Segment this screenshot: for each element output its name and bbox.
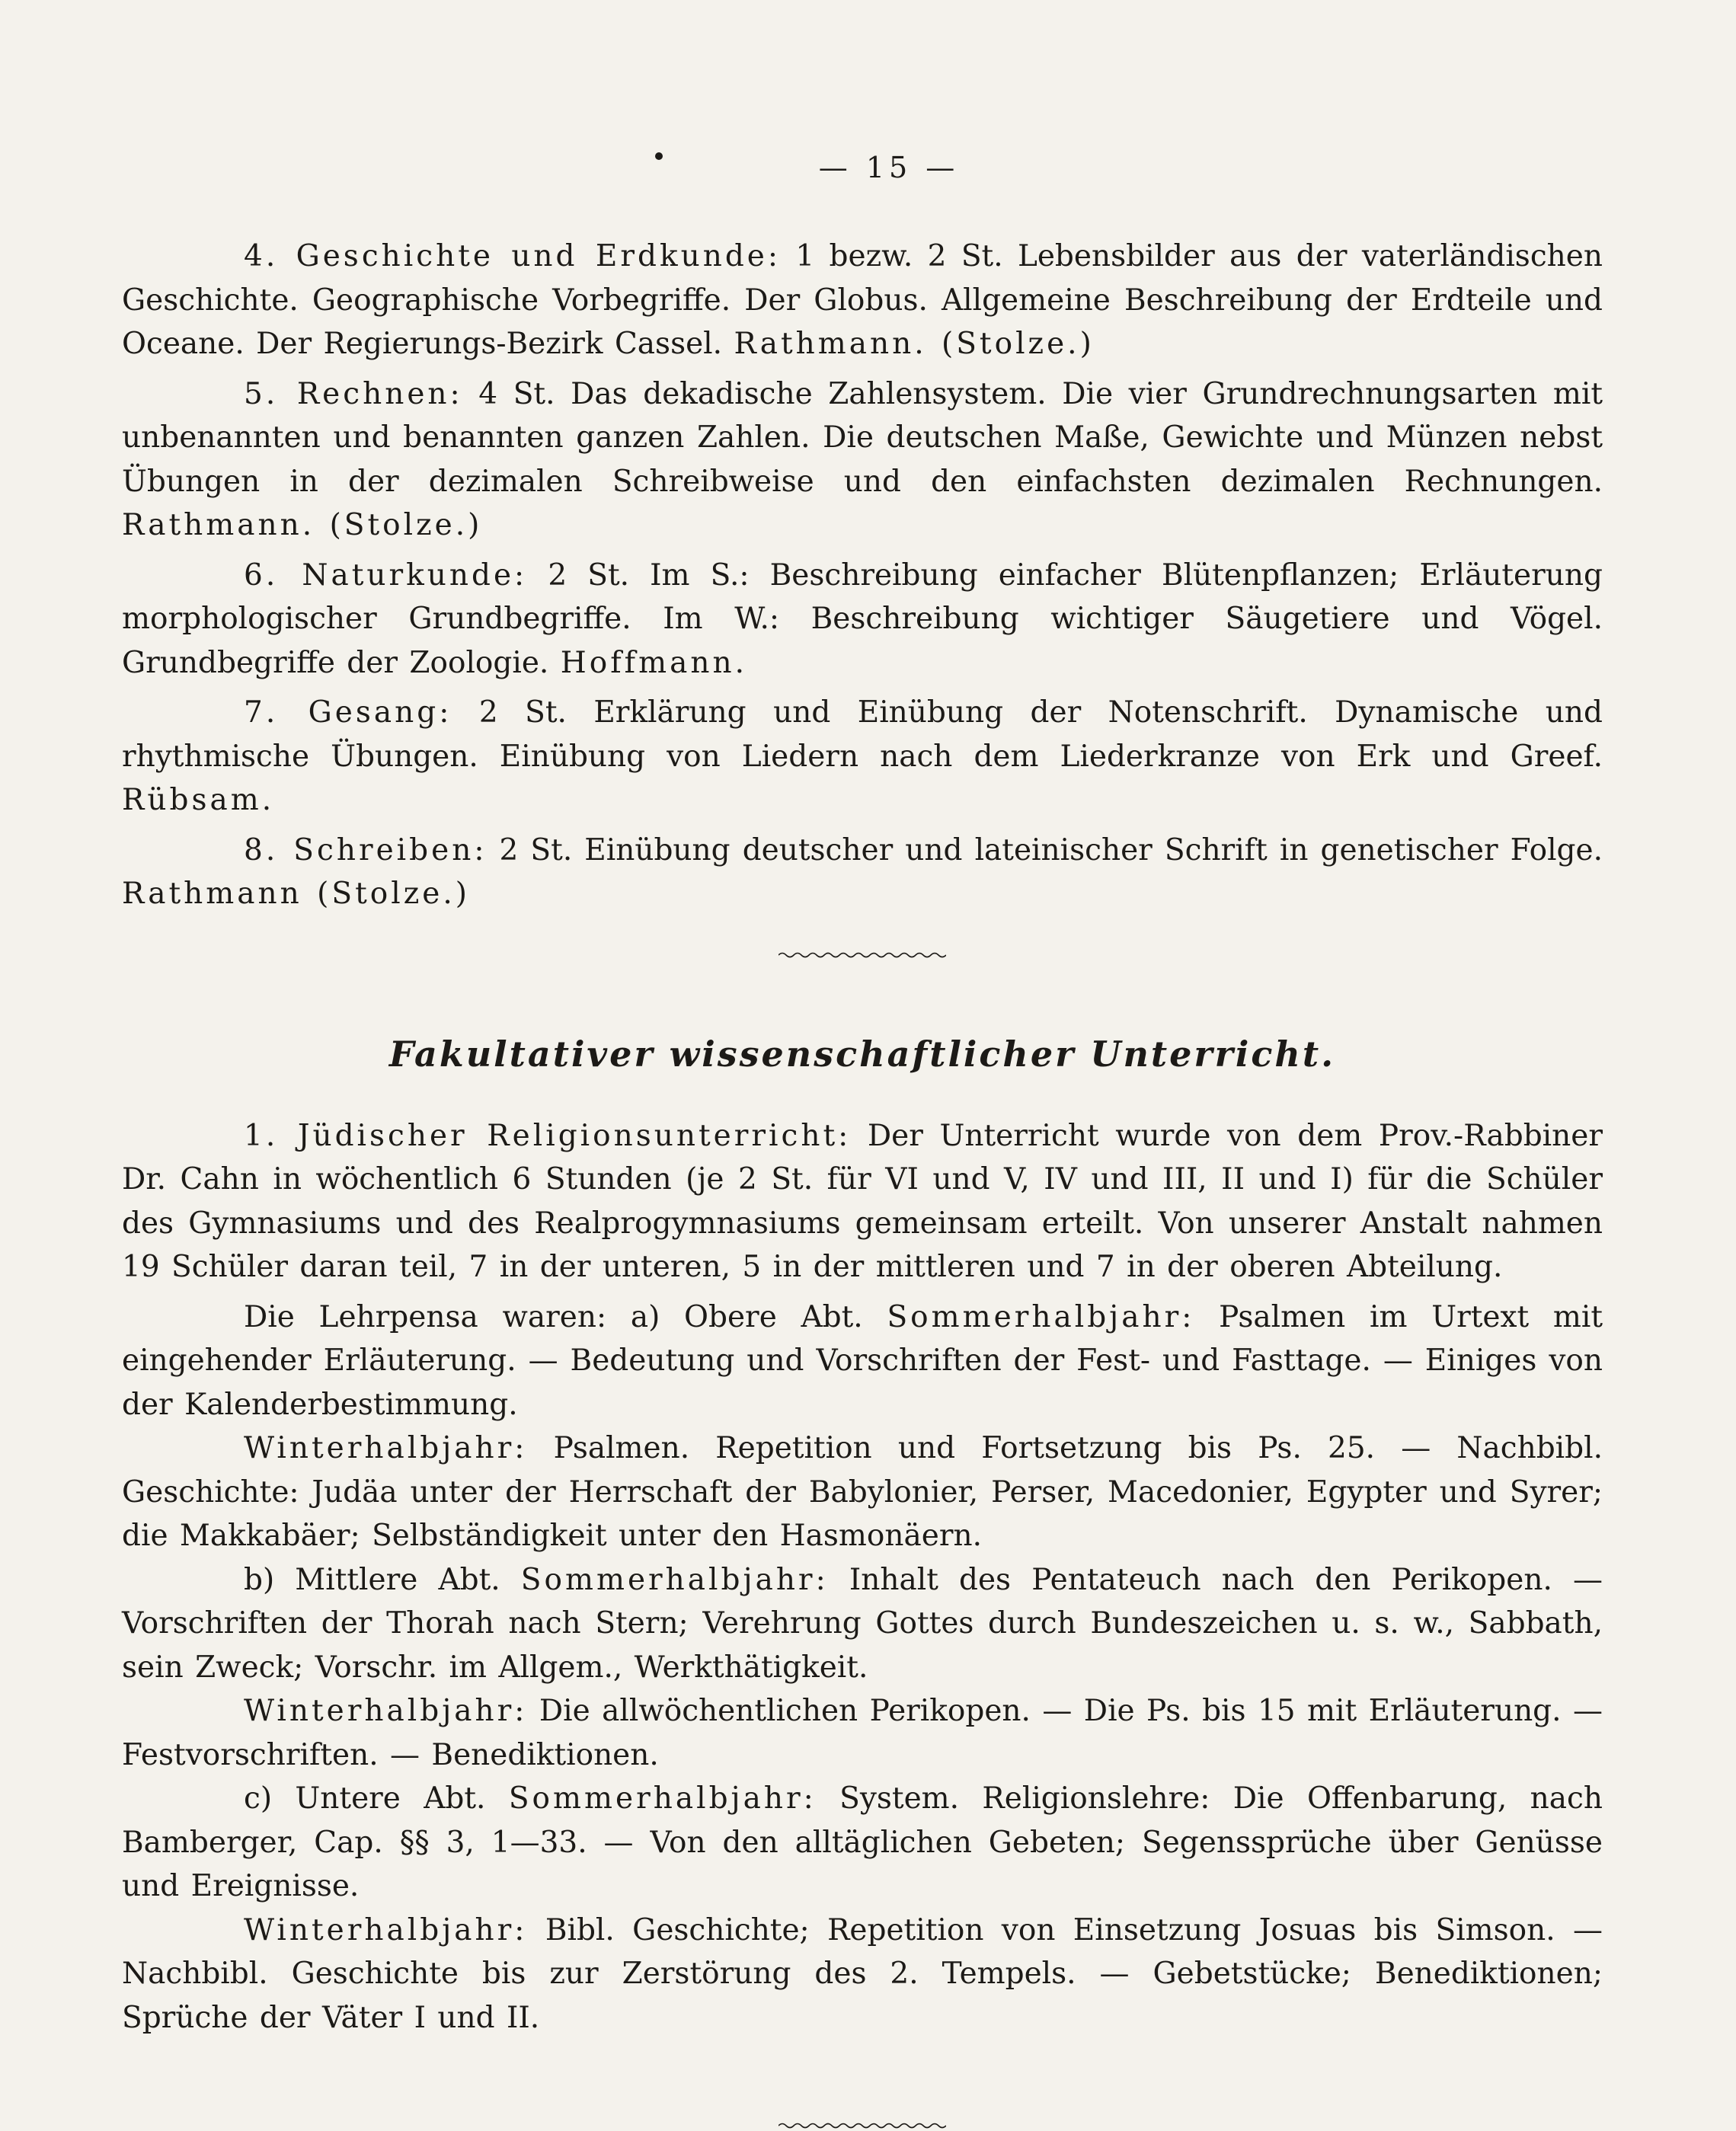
division-label: c) Untere Abt.	[244, 1781, 486, 1816]
term-text: Die allwöchentlichen Perikopen. — Die Ps. bis 15 mit Erläuterung. — Festvorschriften. — Benediktionen.	[122, 1694, 1603, 1772]
subject-natural-science	[122, 554, 1603, 685]
term-text: System. Religionslehre: Die Offenbarung, nach Bamberger, Cap. §§ 3, 1—33. — Von den alltäglichen Gebeten; Segenssprüche über Genüsse und Ereignisse.	[122, 1781, 1603, 1903]
subject-writing	[122, 829, 1603, 916]
subject-label: 4. Geschichte und Erdkunde:	[244, 239, 782, 273]
subject-teacher: Rathmann. (Stolze.)	[122, 508, 483, 542]
wavy-divider	[778, 950, 946, 960]
page-number: — 15 —	[818, 151, 960, 184]
division-label: b) Mittlere Abt.	[244, 1562, 500, 1597]
subject-text: 1 bezw. 2 St. Lebensbilder aus der vaterländischen Geschichte. Geographische Vorbegriffe. Der Globus. Allgemeine Beschreibung der Erdteile und Oceane. Der Regierungs-Bezirk Cassel.	[122, 239, 1603, 361]
religion-intro-text: Der Unterricht wurde von dem Prov.-Rabbiner Dr. Cahn in wöchentlich 6 Stunden (je 2 St. für VI und V, IV und III, II und I) für die Schüler des Gymnasiums und des Realprogymnasiums gemeinsam erteilt. Von unserer Anstalt nahmen 19 Schüler daran teil, 7 in der unteren, 5 in der mittleren und 7 in der oberen Abteilung.	[122, 1118, 1603, 1284]
term-label: Winterhalbjahr:	[244, 1694, 528, 1728]
term-label: Sommerhalbjahr:	[508, 1781, 817, 1816]
subject-teacher: Rathmann. (Stolze.)	[734, 327, 1095, 361]
subject-label: 8. Schreiben:	[244, 832, 488, 867]
term-label: Winterhalbjahr:	[244, 1912, 528, 1947]
religion-middle-winter	[122, 1689, 1603, 1777]
subject-label: 5. Rechnen:	[244, 376, 463, 411]
religion-middle-summer	[122, 1558, 1603, 1690]
religion-upper-summer	[122, 1296, 1603, 1427]
term-text: Bibl. Geschichte; Repetition von Einsetzung Josuas bis Simson. — Nachbibl. Geschichte bis zur Zerstörung des 2. Tempels. — Gebetstücke; Benediktionen; Sprüche der Väter I und II.	[122, 1912, 1603, 2035]
print-dot	[655, 152, 663, 160]
subject-text: 2 St. Einübung deutscher und lateinischer Schrift in genetischer Folge.	[499, 832, 1603, 867]
religion-lower-summer	[122, 1777, 1603, 1909]
subject-arithmetic	[122, 372, 1603, 548]
religion-intro	[122, 1114, 1603, 1289]
subject-history-geography	[122, 235, 1603, 366]
subject-singing	[122, 691, 1603, 823]
subject-teacher: Rathmann (Stolze.)	[122, 877, 470, 911]
subject-text: 4 St. Das dekadische Zahlensystem. Die vier Grundrechnungsarten mit unbenannten und benannten ganzen Zahlen. Die deutschen Maße, Gewichte und Münzen nebst Übungen in der dezimalen Schreibweise und den einfachsten dezimalen Rechnungen.	[122, 376, 1603, 499]
subject-text: 2 St. Erklärung und Einübung der Notenschrift. Dynamische und rhythmische Übungen. Einübung von Liedern nach dem Liederkranze von Erk und Greef.	[122, 695, 1603, 774]
wavy-divider	[778, 2120, 946, 2131]
term-label: Winterhalbjahr:	[244, 1431, 528, 1465]
term-text: Inhalt des Pentateuch nach den Perikopen. — Vorschriften der Thorah nach Stern; Verehrung Gottes durch Bundeszeichen u. s. w., Sabbath, sein Zweck; Vorschr. im Allgem., Werkthätigkeit.	[122, 1562, 1603, 1685]
subject-label: 7. Gesang:	[244, 695, 452, 730]
religion-label: 1. Jüdischer Religionsunterricht:	[244, 1118, 852, 1153]
term-text: Psalmen im Urtext mit eingehender Erläuterung. — Bedeutung und Vorschriften der Fest- und Fasttage. — Einiges von der Kalenderbestimmung.	[122, 1299, 1603, 1422]
religion-upper-winter	[122, 1427, 1603, 1558]
subject-label: 6. Naturkunde:	[244, 558, 528, 593]
section-title: Fakultativer wissenschaftlicher Unterricht.	[388, 1033, 1336, 1075]
term-text: Psalmen. Repetition und Fortsetzung bis Ps. 25. — Nachbibl. Geschichte: Judäa unter der Herrschaft der Babylonier, Perser, Macedonier, Egypter und Syrer; die Makkabäer; Selbständigkeit unter den Hasmonäern.	[122, 1431, 1603, 1553]
subject-teacher: Rübsam.	[122, 783, 275, 817]
religion-lower-winter	[122, 1909, 1603, 2040]
subject-text: 2 St. Im S.: Beschreibung einfacher Blütenpflanzen; Erläuterung morphologischer Grundbegriffe. Im W.: Beschreibung wichtiger Säugetiere und Vögel. Grundbegriffe der Zoologie.	[122, 558, 1603, 680]
pensa-intro: Die Lehrpensa waren: a) Obere Abt.	[244, 1299, 863, 1334]
subject-teacher: Hoffmann.	[560, 645, 747, 680]
term-label: Sommerhalbjahr:	[887, 1299, 1195, 1334]
term-label: Sommerhalbjahr:	[520, 1562, 829, 1597]
